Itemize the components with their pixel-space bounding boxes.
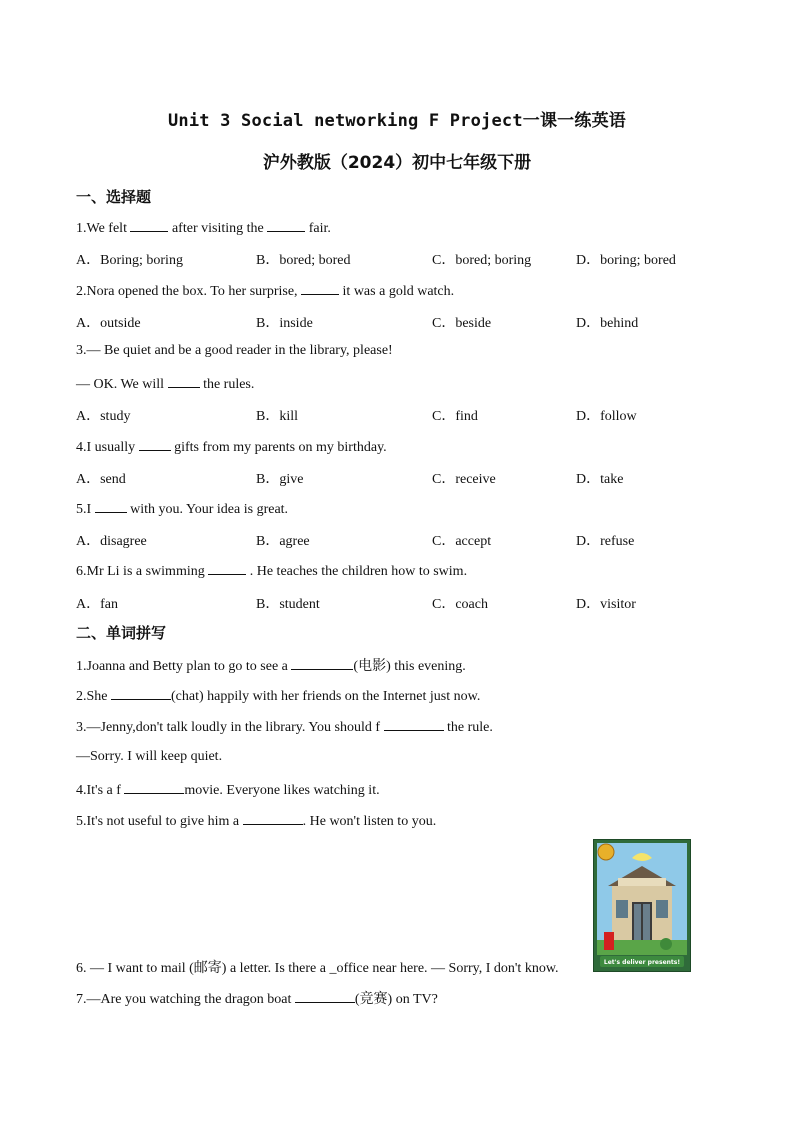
stem-text: 5.I [76,502,95,517]
option-b: B．bored; bored [256,253,351,268]
stem-text: gifts from my parents on my birthday. [170,440,387,455]
post-office-illustration [594,840,690,971]
worksheet-subtitle: 沪外教版（2024）初中七年级下册 [262,153,532,173]
options-row [76,468,716,486]
banner-text: Let's deliver presents! [603,959,681,966]
item-text: movie. Everyone likes watching it. [184,783,380,798]
option-a: A．study [76,409,131,424]
stem-text: 2.Nora opened the box. To her surprise, [76,284,302,299]
question-stem [76,218,331,237]
option-a: A．fan [76,597,118,612]
option-b: B．student [256,597,320,612]
item-text: the rule. [443,720,493,735]
stem-text: the rules. [199,377,255,392]
section-heading-multiple-choice: 一、选择题 [76,188,152,206]
door-glass [634,904,641,940]
answer-blank [384,717,444,731]
option-c: C．coach [432,597,488,612]
options-row [76,530,716,548]
option-c: C．bored; boring [432,253,532,268]
spelling-item [76,988,438,1008]
stem-text: 6.Mr Li is a swimming [76,564,209,579]
stem-text: fair. [305,221,331,236]
answer-blank [243,811,303,825]
section-heading-spelling: 二、单词拼写 [76,624,167,642]
option-d: D．take [576,472,624,487]
option-b: B．inside [256,316,313,331]
option-d: D．visitor [576,597,636,612]
worksheet-title: Unit 3 Social networking F Project一课一练英语 [168,111,626,131]
question-stem [76,561,467,580]
answer-blank [95,499,127,513]
stem-text: 1.We felt [76,221,131,236]
window [656,900,668,918]
item-text: 4.It's a f [76,783,125,798]
answer-blank [301,281,339,295]
stem-text: — OK. We will [76,377,168,392]
options-row [76,593,716,611]
stem-text: . He teaches the children how to swim. [246,564,468,579]
option-a: A．send [76,472,126,487]
answer-blank [139,437,171,451]
spelling-item [76,780,380,799]
options-row [76,249,716,267]
stem-text: 4.I usually [76,440,139,455]
stem-text: it was a gold watch. [339,284,455,299]
option-b: B．give [256,472,304,487]
answer-blank [124,780,184,794]
post-office-image [593,839,691,972]
item-text: 1.Joanna and Betty plan to go to see a [76,659,292,674]
option-a: A．disagree [76,534,147,549]
item-text: (竞赛) on TV? [354,992,438,1007]
answer-blank [267,218,305,232]
option-d: D．refuse [576,534,635,549]
stem-text: with you. Your idea is great. [126,502,289,517]
option-a: A．outside [76,316,141,331]
game-badge-icon [598,844,614,860]
option-b: B．kill [256,409,299,424]
door-glass [643,904,650,940]
option-d: D．behind [576,316,639,331]
stem-text: after visiting the [168,221,268,236]
sign-board [618,878,666,886]
question-stem [76,499,288,518]
item-text: (chat) happily with her friends on the Internet just now. [171,689,481,704]
answer-blank [111,686,171,700]
answer-blank [130,218,168,232]
question-stem-reply [76,374,254,393]
option-d: D．boring; bored [576,253,676,268]
answer-blank [291,656,353,670]
item-text: . He won't listen to you. [302,814,437,829]
mailbox-icon [604,932,614,950]
answer-blank [295,989,355,1003]
item-text: (电影) this evening. [353,659,466,674]
options-row [76,405,716,423]
item-text: 5.It's not useful to give him a [76,814,243,829]
spelling-item: 6. — I want to mail (邮寄) a letter. Is there a _office near here. — Sorry, I don't know. [76,961,559,976]
spelling-item [76,717,493,736]
window [616,900,628,918]
option-c: C．find [432,409,478,424]
answer-blank [208,561,246,575]
option-c: C．accept [432,534,492,549]
option-d: D．follow [576,409,637,424]
option-c: C．receive [432,472,496,487]
spelling-item-reply: —Sorry. I will keep quiet. [76,749,223,764]
question-stem: 3.— Be quiet and be a good reader in the library, please! [76,343,393,358]
option-b: B．agree [256,534,310,549]
question-stem [76,281,454,300]
item-text: 3.—Jenny,don't talk loudly in the library. You should f [76,720,384,735]
spelling-item [76,811,436,830]
question-stem [76,437,387,456]
spelling-item [76,686,480,705]
options-row [76,312,716,330]
answer-blank [168,374,200,388]
option-c: C．beside [432,316,492,331]
item-text: 2.She [76,689,111,704]
item-text: 7.—Are you watching the dragon boat [76,992,295,1007]
option-a: A．Boring; boring [76,253,183,268]
spelling-item [76,655,466,675]
bush [660,938,672,950]
